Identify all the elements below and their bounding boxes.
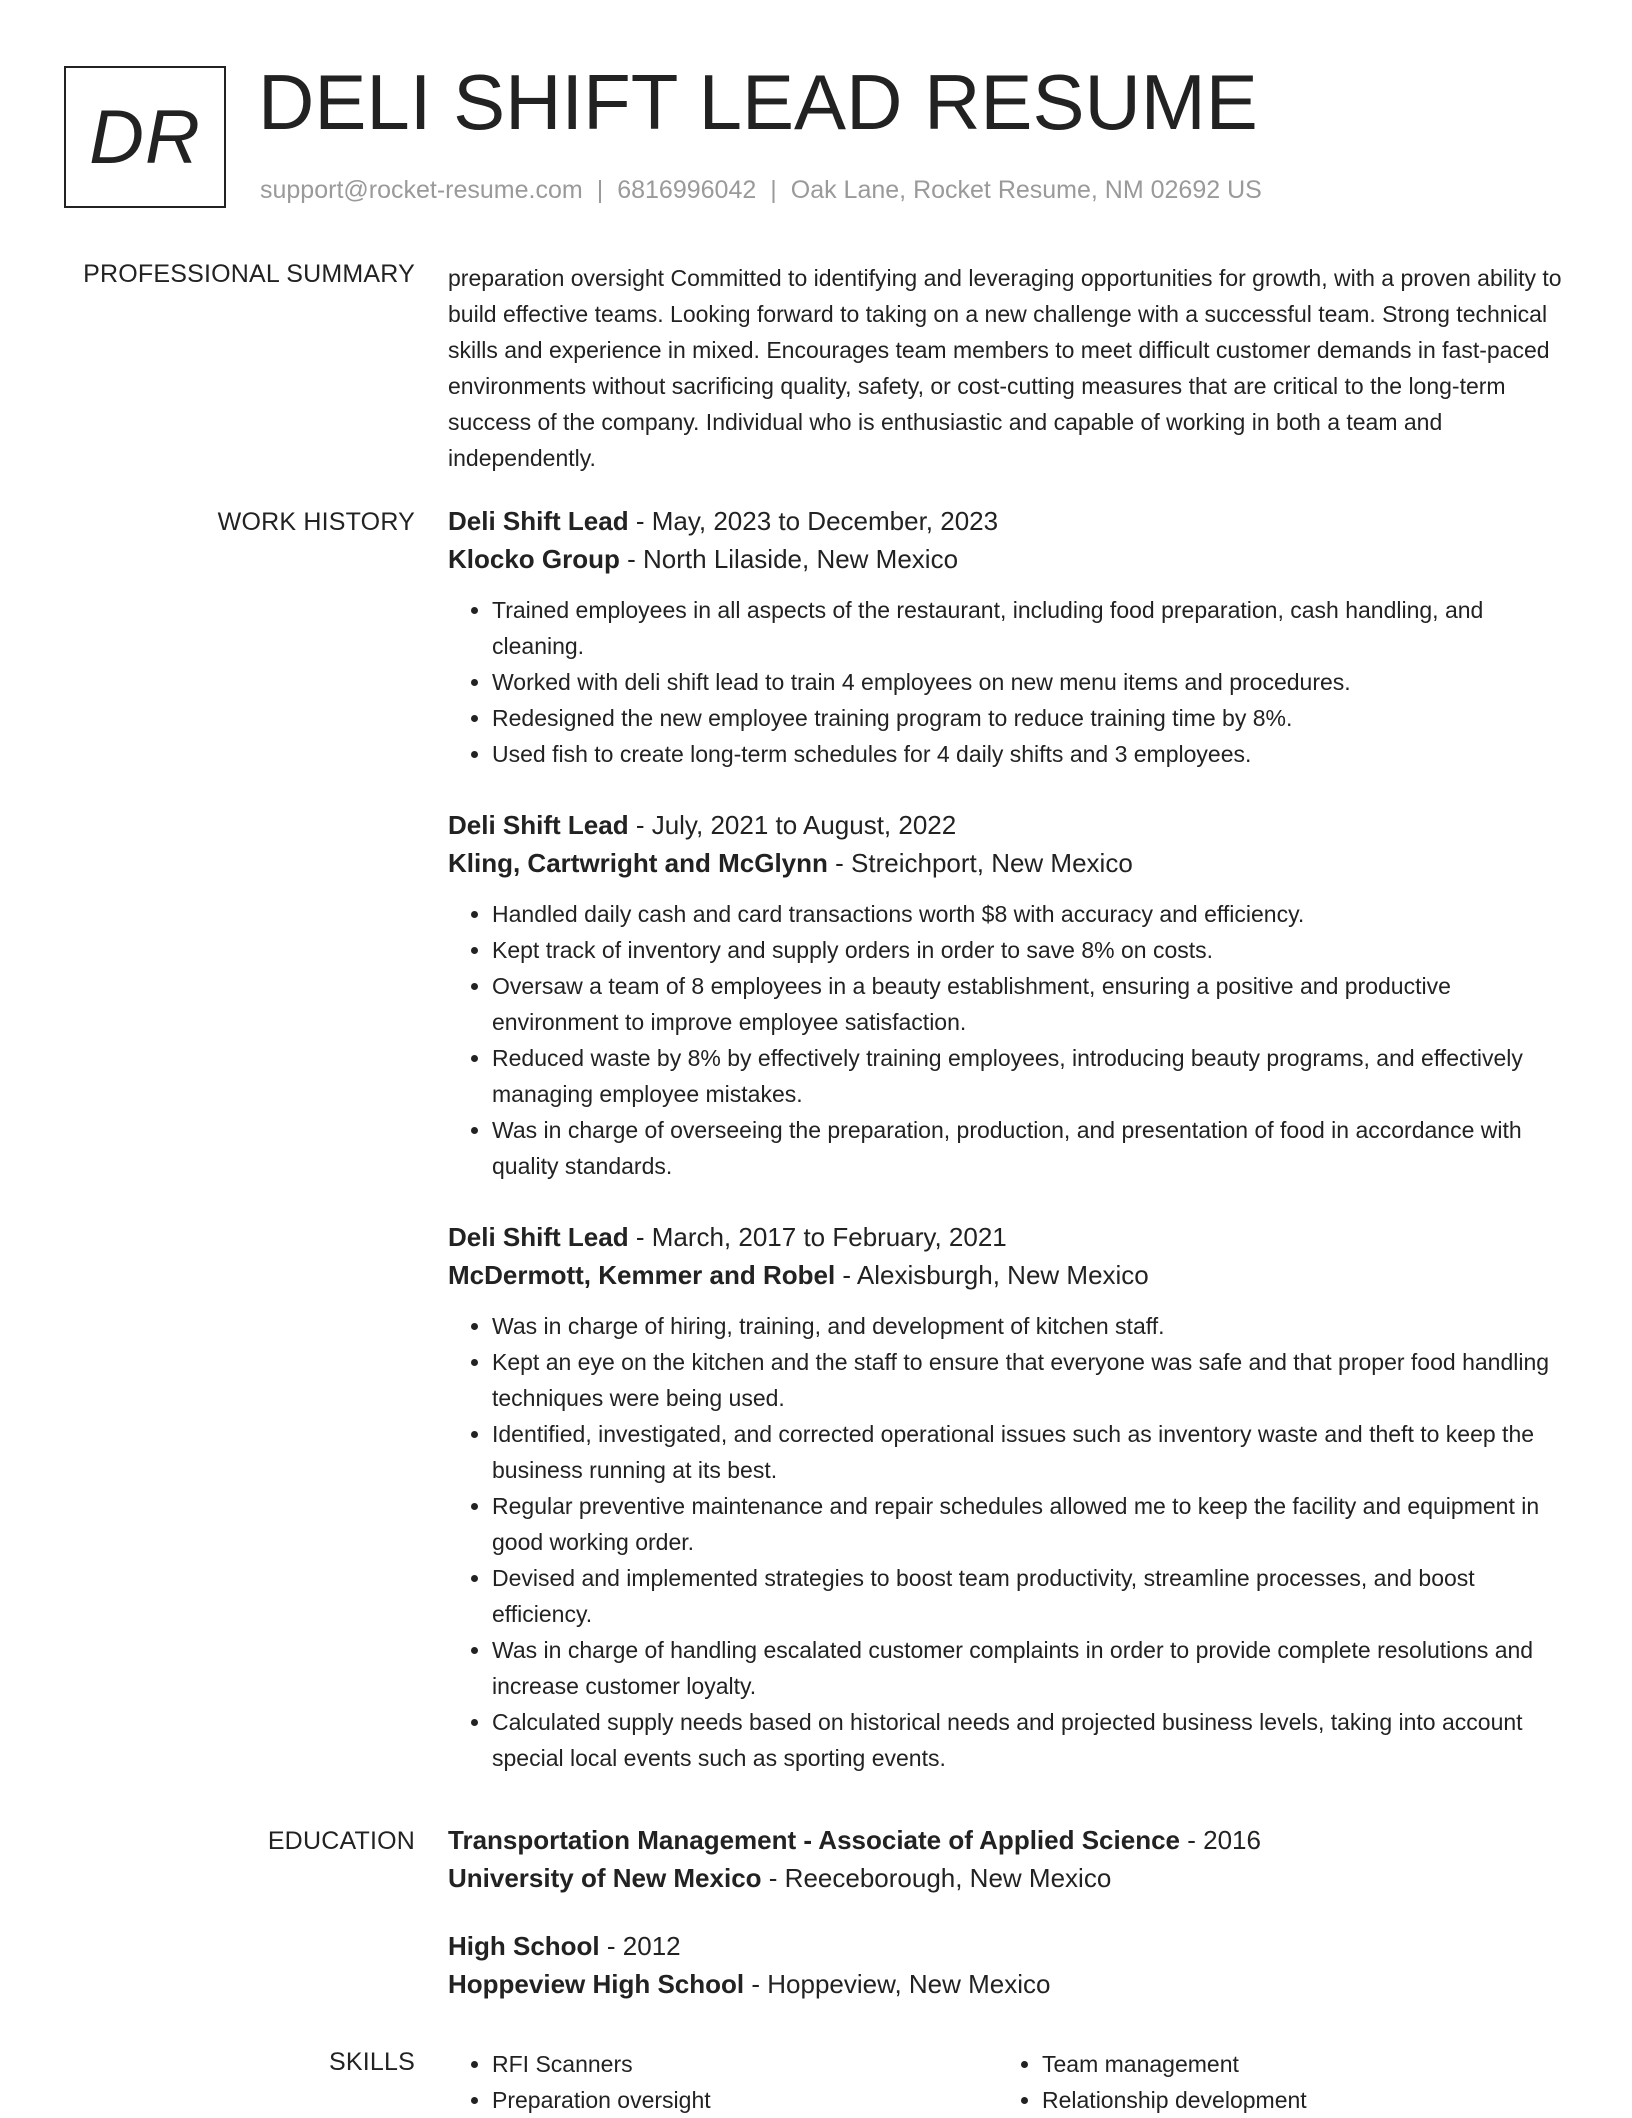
job-dates: - July, 2021 to August, 2022 (635, 810, 957, 840)
education-school: Hoppeview High School (448, 1969, 745, 1999)
job-bullet: • Regular preventive maintenance and repair schedules allowed me to keep the facility and equipment in good working order. (492, 1488, 1566, 1560)
job-location: - North Lilaside, New Mexico (627, 544, 959, 574)
job-location: - Alexisburgh, New Mexico (842, 1260, 1149, 1290)
education-heading: EDUCATION (267, 1827, 415, 1855)
skill-item: • Team management (1042, 2046, 1548, 2082)
work-history-heading: WORK HISTORY (217, 508, 415, 536)
job-bullet: • Kept track of inventory and supply orders in order to save 8% on costs. (492, 932, 1566, 968)
job-title: Deli Shift Lead (448, 1222, 629, 1252)
job-bullet: • Redesigned the new employee training program to reduce training time by 8%. (492, 700, 1566, 736)
job-bullet: • Kept an eye on the kitchen and the staff to ensure that everyone was safe and that proper food handling techniques were being used. (492, 1344, 1566, 1416)
education-degree: High School (448, 1931, 600, 1961)
job-company: McDermott, Kemmer and Robel (448, 1260, 836, 1290)
job-bullet: • Was in charge of overseeing the preparation, production, and presentation of food in accordance with quality standards. (492, 1112, 1566, 1184)
education-location: - Reeceborough, New Mexico (768, 1863, 1112, 1893)
job-bullet: • Worked with deli shift lead to train 4 employees on new menu items and procedures. (492, 664, 1566, 700)
resume-title: DELI SHIFT LEAD RESUME (258, 58, 1258, 146)
job-location: - Streichport, New Mexico (835, 848, 1133, 878)
skills-grid (448, 2046, 1566, 2118)
job-bullets (448, 592, 1566, 772)
summary-heading: PROFESSIONAL SUMMARY (83, 260, 415, 288)
job-entry (448, 1218, 1566, 1776)
job-dates: - March, 2017 to February, 2021 (635, 1222, 1007, 1252)
contact-address: Oak Lane, Rocket Resume, NM 02692 US (790, 176, 1262, 204)
job-dates: - May, 2023 to December, 2023 (635, 506, 999, 536)
job-title: Deli Shift Lead (448, 506, 629, 536)
job-bullet: • Identified, investigated, and corrected operational issues such as inventory waste and theft to keep the business running at its best. (492, 1416, 1566, 1488)
jobs-list (448, 502, 1566, 1810)
job-entry (448, 806, 1566, 1184)
job-bullet: • Trained employees in all aspects of the restaurant, including food preparation, cash handling, and cleaning. (492, 592, 1566, 664)
summary-body (448, 260, 1566, 476)
contact-separator: | (596, 176, 604, 204)
contact-line (260, 176, 1262, 205)
job-bullet: • Was in charge of handling escalated customer complaints in order to provide complete resolutions and increase customer loyalty. (492, 1632, 1566, 1704)
skill-item: • RFI Scanners (492, 2046, 998, 2082)
education-entry (448, 1821, 1566, 1897)
skills-column-left (448, 2046, 998, 2118)
job-bullet: • Devised and implemented strategies to boost team productivity, streamline processes, and boost efficiency. (492, 1560, 1566, 1632)
job-company: Klocko Group (448, 544, 620, 574)
education-year: - 2012 (606, 1931, 681, 1961)
education-entry (448, 1927, 1566, 2003)
contact-separator: | (770, 176, 777, 204)
education-degree: Transportation Management - Associate of Applied Science (448, 1825, 1180, 1855)
education-list (448, 1821, 1566, 2033)
contact-email: support@rocket-resume.com (260, 176, 583, 204)
job-title: Deli Shift Lead (448, 810, 629, 840)
education-location: - Hoppeview, New Mexico (751, 1969, 1051, 1999)
monogram-badge (64, 66, 226, 208)
job-bullet: • Handled daily cash and card transactions worth $8 with accuracy and efficiency. (492, 896, 1566, 932)
job-bullets (448, 1308, 1566, 1776)
skill-item: • Relationship development (1042, 2082, 1548, 2118)
job-company: Kling, Cartwright and McGlynn (448, 848, 828, 878)
job-bullet: • Used fish to create long-term schedules for 4 daily shifts and 3 employees. (492, 736, 1566, 772)
contact-phone: 6816996042 (617, 176, 757, 204)
job-entry (448, 502, 1566, 772)
job-bullets (448, 896, 1566, 1184)
skills-heading: SKILLS (329, 2048, 415, 2076)
monogram-text: DR (89, 94, 201, 180)
job-bullet: • Calculated supply needs based on historical needs and projected business levels, taking into account special local events such as sporting events. (492, 1704, 1566, 1776)
summary-text: preparation oversight Committed to identifying and leveraging opportunities for growth, with a proven ability to build effective teams. Looking forward to taking on a new challenge with a successful team. Strong technical skills and experience in mixed. Encourages team members to meet difficult customer demands in fast-paced environments without sacrificing quality, safety, or cost-cutting measures that are critical to the long-term success of the company. Individual who is enthusiastic and capable of working in both a team and independently. (448, 265, 1562, 471)
education-school: University of New Mexico (448, 1863, 762, 1893)
job-bullet: • Was in charge of hiring, training, and development of kitchen staff. (492, 1308, 1566, 1344)
skills-column-right (998, 2046, 1548, 2118)
education-year: - 2016 (1187, 1825, 1261, 1855)
skill-item: • Preparation oversight (492, 2082, 998, 2118)
job-bullet: • Oversaw a team of 8 employees in a beauty establishment, ensuring a positive and productive environment to improve employee satisfaction. (492, 968, 1566, 1040)
job-bullet: • Reduced waste by 8% by effectively training employees, introducing beauty programs, and effectively managing employee mistakes. (492, 1040, 1566, 1112)
